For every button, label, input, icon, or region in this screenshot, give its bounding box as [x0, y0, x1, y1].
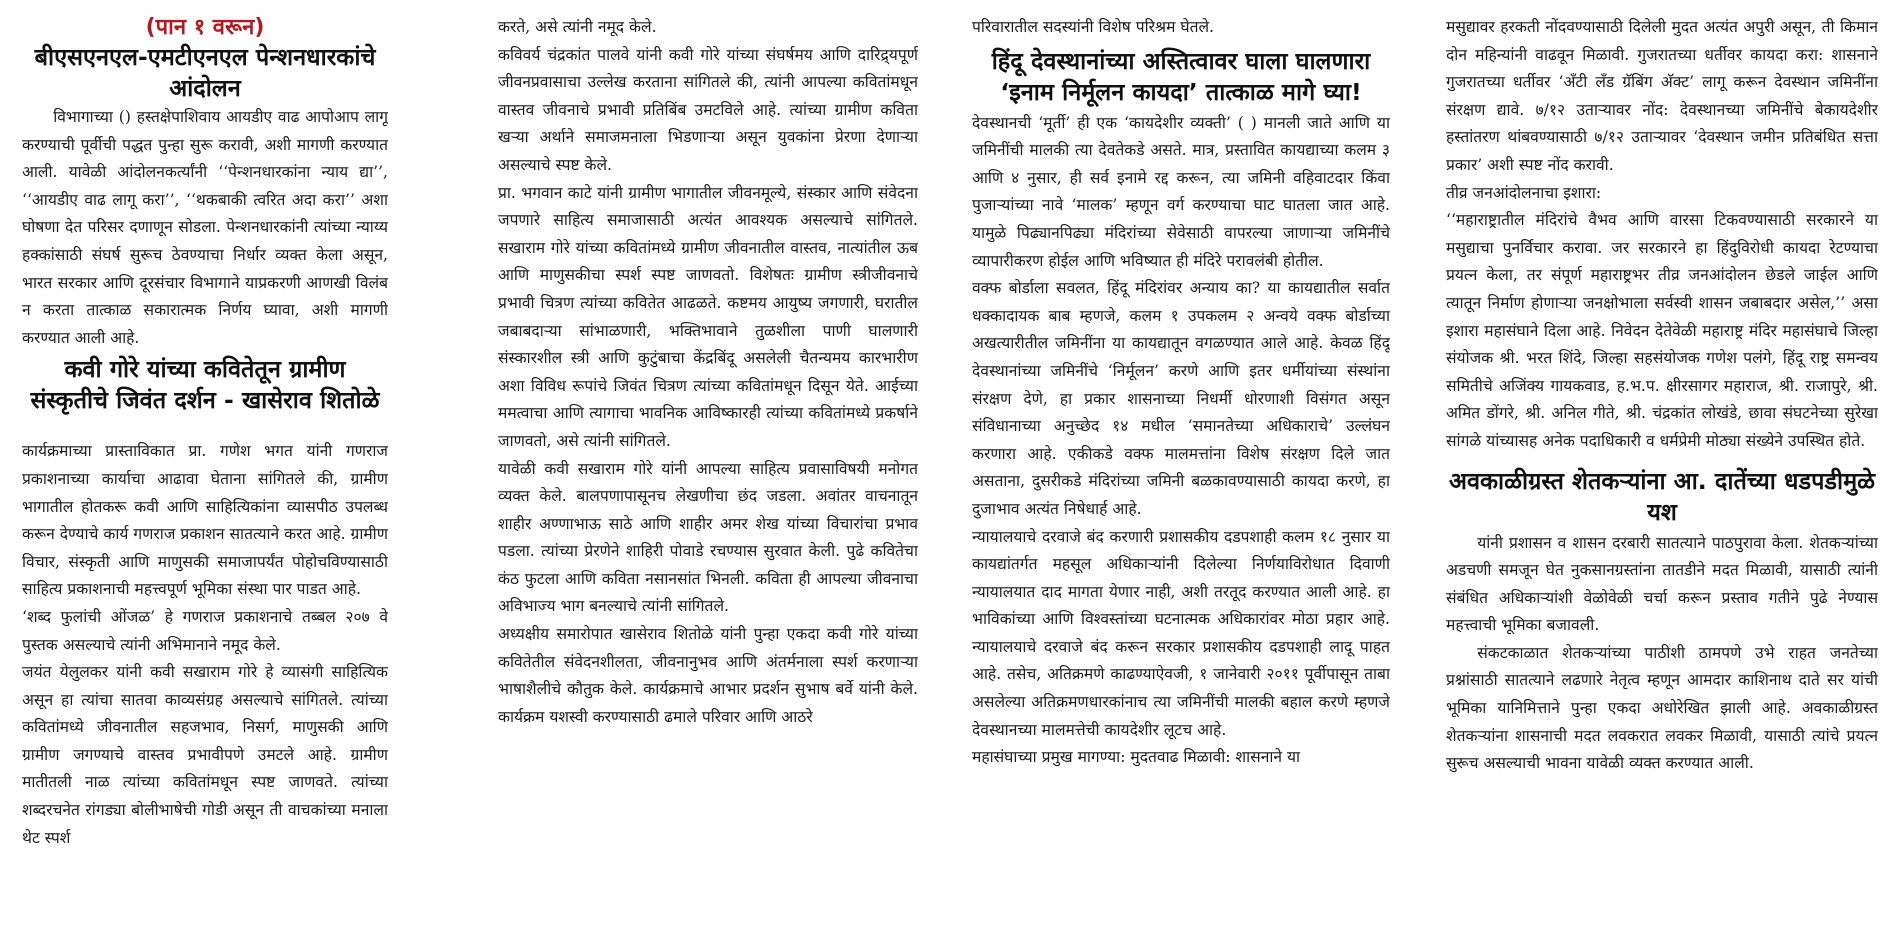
headline-pension-protest: बीएसएनएल-एमटीएनएल पेन्शनधारकांचे आंदोलन	[34, 43, 376, 102]
headline-gore-poetry: कवी गोरे यांच्या कवितेतून ग्रामीण संस्कृतीचे जिवंत दर्शन - खासेराव शितोळे	[30, 355, 380, 415]
paragraph: प्रा. भगवान काटे यांनी ग्रामीण भागातील जीवनमूल्ये, संस्कार आणि संवेदना जपणारे साहित्य समाजासाठी अत्यंत आवश्यक असल्याचे सांगितले. सखाराम गोरे यांच्या कवितांमध्ये ग्रामीण जीवनातील वास्तव, नात्यांतील ऊब आणि माणुसकीचा स्पर्श स्पष्ट जाणवतो. विशेषतः ग्रामीण स्त्रीजीवनाचे प्रभावी चित्रण त्यांच्या कवितेत आढळते. कष्टमय आयुष्य जगणारी, घरातील जबाबदाऱ्या सांभाळणारी, भक्तिभावाने तुळशीला पाणी घालणारी संस्कारशील स्त्री आणि कुटुंबाचा केंद्रबिंदू असलेली चैतन्यमय कारभारीण अशा विविध रूपांचे जिवंत चित्रण त्यांच्या कवितांमधून दिसून येते. आईच्या ममत्वाचा आणि त्यागाचा भावनिक आविष्कारही त्यांच्या कवितांमध्ये प्रकर्षाने जाणवतो, असे त्यांनी सांगितले.	[498, 183, 918, 450]
paragraph: यांनी प्रशासन व शासन दरबारी सातत्याने पाठपुरावा केला. शेतकऱ्यांच्या अडचणी समजून घेत नुकसानग्रस्तांना तातडीने मदत मिळावी, यासाठी त्यांनी संबंधित अधिकाऱ्यांशी वेळोवेळी चर्चा करून प्रस्ताव गतीने पुढे नेण्यास महत्त्वाची भूमिका बजावली.	[1446, 533, 1878, 635]
paragraph: न्यायालयाचे दरवाजे बंद करणारी प्रशासकीय दडपशाही कलम १८ नुसार या कायद्यांतर्गत महसूल अधिकाऱ्यांनी दिलेल्या निर्णयाविरोधात दिवाणी न्यायालयात दाद मागता येणार नाही, अशी तरतूद करण्यात आली आहे. हा भाविकांच्या आणि विश्वस्तांच्या घटनात्मक अधिकारांवर मोठा प्रहार आहे. न्यायालयाचे दरवाजे बंद करून सरकार प्रशासकीय दडपशाही लादू पाहत आहे. तसेच, अतिक्रमणे काढण्याऐवजी, १ जानेवारी २०११ पूर्वीपासून ताबा असलेल्या अतिक्रमणधारकांनाच त्या जमिनींची मालकी बहाल करणे म्हणजे देवस्थानच्या मालमत्तेची कायदेशीर लूटच आहे.	[972, 527, 1390, 739]
paragraph: तीव्र जनआंदोलनाचा इशारा:	[1446, 183, 1602, 202]
paragraph: परिवारातील सदस्यांनी विशेष परिश्रम घेतले.	[972, 18, 1214, 36]
paragraph: ‘‘महाराष्ट्रातील मंदिरांचे वैभव आणि वारसा टिकवण्यासाठी सरकारने या मसुद्याचा पुनर्विचार करावा. जर सरकारने हा हिंदुविरोधी कायदा रेटण्याचा प्रयत्न केला, तर संपूर्ण महाराष्ट्रभर तीव्र जनआंदोलन छेडले जाईल आणि त्यातून निर्माण होणाऱ्या जनक्षोभाला सर्वस्वी शासन जबाबदार असेल,’’ असा इशारा महासंघाने दिला आहे. निवेदन देतेवेळी महाराष्ट्र मंदिर महासंघाचे जिल्हा संयोजक श्री. भरत शिंदे, जिल्हा सहसंयोजक गणेश पलंगे, हिंदू राष्ट्र समन्वय समितीचे अजिंक्य गायकवाड, ह.भ.प. क्षीरसागर महाराज, श्री. राजापुरे, श्री. अमित डोंगरे, श्री. अनिल गीते, श्री. चंद्रकांत लोखंडे, छावा संघटनेच्या सुरेखा सांगळे यांच्यासह अनेक पदाधिकारी व धर्मप्रेमी मोठ्या संख्येने उपस्थित होते.	[1446, 211, 1878, 450]
column-1	[22, 14, 388, 919]
paragraph: यावेळी कवी सखाराम गोरे यांनी आपल्या साहित्य प्रवासाविषयी मनोगत व्यक्त केले. बालपणापासूनच लेखणीचा छंद जडला. अवांतर वाचनातून शाहीर अण्णाभाऊ साठे आणि शाहीर अमर शेख यांच्या विचारांचा प्रभाव पडला. त्यांच्या प्रेरणेने शाहिरी पोवाडे रचण्यास सुरवात केली. पुढे कवितेचा कंठ फुटला आणि कविता नसानसांत भिनली. कविता ही आपल्या जीवनाचा अविभाज्य भाग बनल्याचे त्यांनी सांगितले.	[498, 459, 918, 616]
headline-inam-law: हिंदू देवस्थानांच्या अस्तित्वावर घाला घालणारा ‘इनाम निर्मूलन कायदा’ तात्काळ मागे घ्या!	[991, 46, 1371, 106]
headline-farmers-relief: अवकाळीग्रस्त शेतकऱ्यांना आ. दातेंच्या धडपडीमुळे यश	[1448, 466, 1876, 526]
column-3	[972, 14, 1390, 919]
paragraph: कार्यक्रमाच्या प्रास्ताविकात प्रा. गणेश भगत यांनी गणराज प्रकाशनाच्या कार्याचा आढावा घेताना सांगितले की, ग्रामीण भागातील होतकरू कवी आणि साहित्यिकांना व्यासपीठ उपलब्ध करून देण्याचे कार्य गणराज प्रकाशन सातत्याने करत आहे. ग्रामीण विचार, संस्कृती आणि माणुसकी समाजापर्यंत पोहोचविण्यासाठी साहित्य प्रकाशनाची महत्त्वपूर्ण भूमिका संस्था पार पाडत आहे.	[22, 442, 388, 599]
continued-from-label: (पान १ वरून)	[145, 15, 265, 40]
paragraph: जयंत येलुलकर यांनी कवी सखाराम गोरे हे व्यासंगी साहित्यिक असून हा त्यांचा सातवा काव्यसंग्रह असल्याचे सांगितले. त्यांच्या कवितांमध्ये जीवनातील सहजभाव, निसर्ग, माणुसकी आणि ग्रामीण जगण्याचे वास्तव प्रभावीपणे उमटले आहे. ग्रामीण मातीतली नाळ त्यांच्या कवितांमधून स्पष्ट जाणवते. त्यांच्या शब्दरचनेत रांगड्या बोलीभाषेची गोडी असून ती वाचकांच्या मनाला थेट स्पर्श	[22, 663, 388, 847]
paragraph: संकटकाळात शेतकऱ्यांच्या पाठीशी ठामपणे उभे राहत जनतेच्या प्रश्नांसाठी सातत्याने लढणारे नेतृत्व म्हणून आमदार काशिनाथ दाते सर यांची भूमिका यानिमित्ताने पुन्हा एकदा अधोरेखित झाली आहे. अवकाळीग्रस्त शेतकऱ्यांना शासनाची मदत लवकरात लवकर मिळावी, यासाठी त्यांचे प्रयत्न सुरूच असल्याची भावना यावेळी व्यक्त करण्यात आली.	[1446, 643, 1878, 773]
paragraph: करते, असे त्यांनी नमूद केले.	[498, 18, 657, 36]
column-4	[1446, 14, 1878, 919]
paragraph: मसुद्यावर हरकती नोंदवण्यासाठी दिलेली मुदत अत्यंत अपुरी असून, ती किमान दोन महिन्यांनी वाढवून मिळावी. गुजरातच्या धर्तीवर कायदा करा: शासनाने गुजरातच्या धर्तीवर ‘अँटी लँड ग्रॅबिंग अ‍ॅक्ट’ लागू करून देवस्थान जमिनींना संरक्षण द्यावे. ७/१२ उताऱ्यावर नोंद: देवस्थानच्या जमिनींचे बेकायदेशीर हस्तांतरण थांबवण्यासाठी ७/१२ उताऱ्यावर ‘देवस्थान जमीन प्रतिबंधित सत्ता प्रकार’ अशी स्पष्ट नोंद करावी.	[1446, 18, 1878, 174]
paragraph: विभागाच्या () हस्तक्षेपाशिवाय आयडीए वाढ आपोआप लागू करण्याची पूर्वीची पद्धत पुन्हा सुरू करावी, अशी मागणी करण्यात आली. यावेळी आंदोलनकर्त्यांनी ‘‘पेन्शनधारकांना न्याय द्या’’, ‘‘आयडीए वाढ लागू करा’’, ‘‘थकबाकी त्वरित अदा करा’’ अशा घोषणा देत परिसर दणाणून सोडला. पेन्शनधारकांनी त्यांच्या न्याय्य हक्कांसाठी संघर्ष सुरूच ठेवण्याचा निर्धार व्यक्त केला असून, भारत सरकार आणि दूरसंचार विभागाने याप्रकरणी आणखी विलंब न करता तात्काळ सकारात्मक निर्णय घ्यावा, अशी मागणी करण्यात आली आहे.	[22, 108, 388, 347]
paragraph: अध्यक्षीय समारोपात खासेराव शितोळे यांनी पुन्हा एकदा कवी गोरे यांच्या कवितेतील संवेदनशीलता, जीवनानुभव आणि अंतर्मनाला स्पर्श करणाऱ्या भाषाशैलीचे कौतुक केले. कार्यक्रमाचे आभार प्रदर्शन सुभाष बर्वे यांनी केले. कार्यक्रम यशस्वी करण्यासाठी ढमाले परिवार आणि आठरे	[498, 625, 918, 726]
column-2	[498, 14, 918, 919]
paragraph: ‘शब्द फुलांची ओंजळ’ हे गणराज प्रकाशनाचे तब्बल २०७ वे पुस्तक असल्याचे त्यांनी अभिमानाने नमूद केले.	[22, 607, 388, 654]
paragraph: वक्फ बोर्डाला सवलत, हिंदू मंदिरांवर अन्याय का? या कायद्यातील सर्वात धक्कादायक बाब म्हणजे, कलम १ उपकलम २ अन्वये वक्फ बोर्डाच्या अखत्यारीतील जमिनींना या कायद्यातून वगळण्यात आले आहे. केवळ हिंदू देवस्थानांच्या जमिनींचे ‘निर्मूलन’ करणे आणि इतर धर्मीयांच्या संस्थांना संरक्षण देणे, हा प्रकार शासनाच्या निधर्मी धोरणाशी विसंगत असून संविधानाच्या अनुच्छेद १४ मधील ‘समानतेच्या अधिकाराचे’ उल्लंघन करणारा आहे. एकीकडे वक्फ मालमत्तांना विशेष संरक्षण दिले जात असताना, दुसरीकडे मंदिरांच्या जमिनी बळकावण्यासाठी कायदा करणे, हा दुजाभाव अत्यंत निषेधार्ह आहे.	[972, 279, 1390, 518]
paragraph: महासंघाच्या प्रमुख मागण्या: मुदतवाढ मिळावी: शासनाने या	[972, 748, 1301, 767]
paragraph: देवस्थानची ‘मूर्ती’ ही एक ‘कायदेशीर व्यक्ती’ ( ) मानली जाते आणि या जमिनींची मालकी त्या देवतेकडे असते. मात्र, प्रस्तावित कायद्याच्या कलम ३ आणि ४ नुसार, ही सर्व इनामे रद्द करून, त्या जमिनी वहिवाटदार किंवा पुजाऱ्यांच्या नावे ‘मालक’ म्हणून वर्ग करण्याचा घाट घातला जात आहे. यामुळे पिढ्यानपिढ्या मंदिरांच्या सेवेसाठी वापरल्या जाणाऱ्या जमिनींचे व्यापारीकरण होईल आणि भविष्यात ही मंदिरे परावलंबी होतील.	[972, 113, 1390, 270]
paragraph: कविवर्य चंद्रकांत पालवे यांनी कवी गोरे यांच्या संघर्षमय आणि दारिद्र्यपूर्ण जीवनप्रवासाचा उल्लेख करताना सांगितले की, त्यांनी आपल्या कवितांमधून वास्तव जीवनाचे प्रभावी प्रतिबिंब उमटविले आहे. त्यांच्या ग्रामीण कविता खऱ्या अर्थाने समाजमनाला भिडणाऱ्या असून युवकांना प्रेरणा देणाऱ्या असल्याचे स्पष्ट केले.	[498, 45, 918, 174]
